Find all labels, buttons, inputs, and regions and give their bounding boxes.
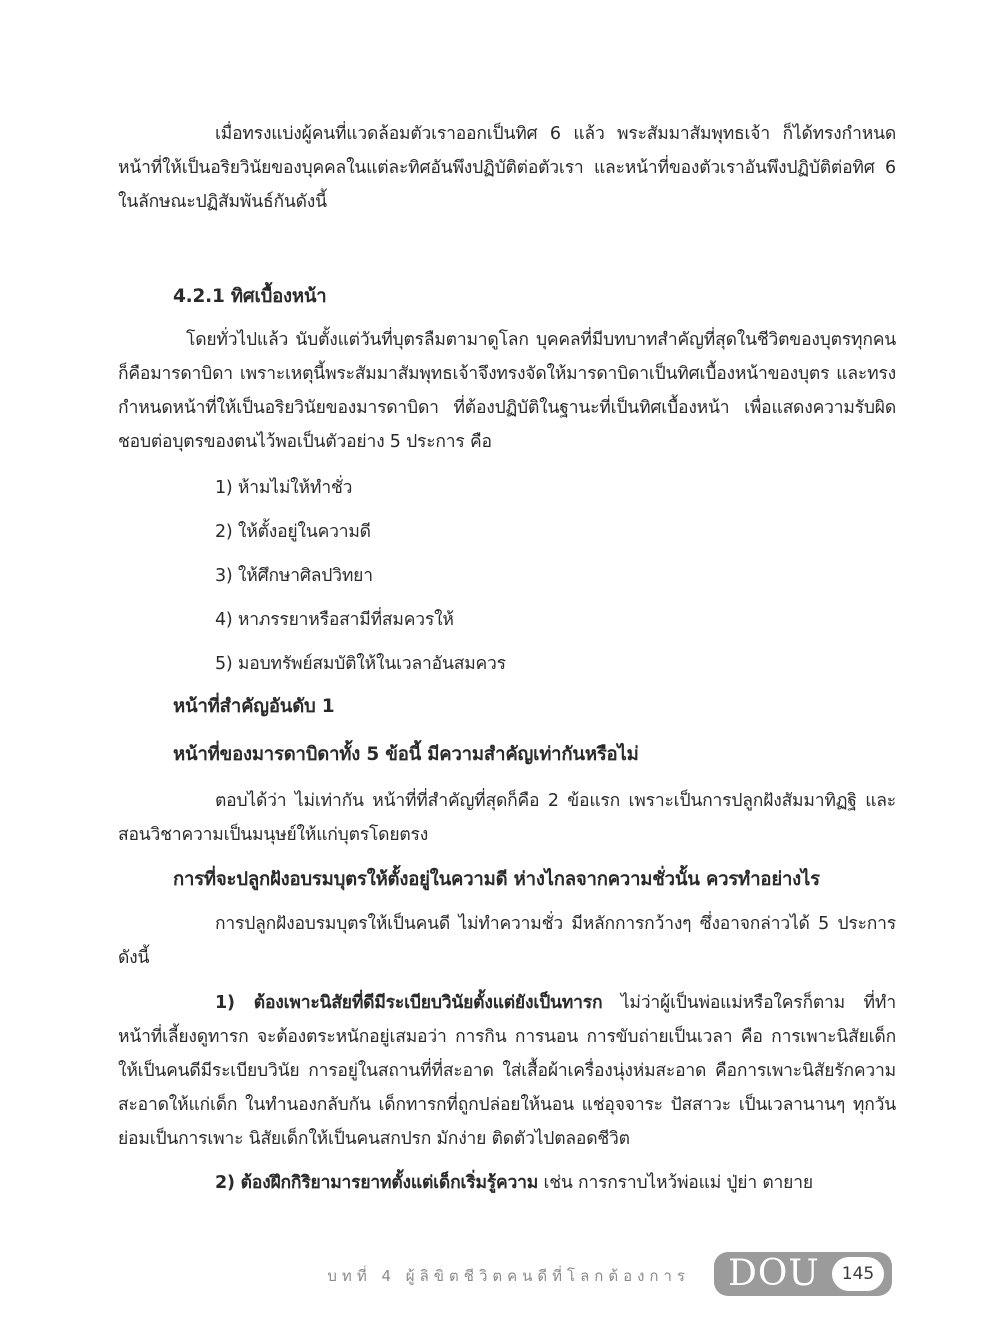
- heading-priority: หน้าที่สำคัญอันดับ 1: [173, 696, 335, 717]
- point-2-title: 2) ต้องฝึกกิริยามารยาทตั้งแต่เด็กเริ่มรู้ความ: [215, 1173, 539, 1193]
- duties-list: [118, 471, 896, 681]
- how-paragraph: การปลูกฝังอบรมบุตรให้เป็นคนดี ไม่ทำความชั่ว มีหลักการกว้างๆ ซึ่งอาจกล่าวได้ 5 ประการดังนี้: [118, 914, 896, 968]
- point-1-title: 1) ต้องเพาะนิสัยที่ดีมีระเบียบวินัยตั้งแต่ยังเป็นทารก: [215, 993, 603, 1013]
- list-item: 2) ให้ตั้งอยู่ในความดี: [215, 522, 371, 542]
- heading-how: การที่จะปลูกฝังอบรมบุตรให้ตั้งอยู่ในความดี ห่างไกลจากความชั่วนั้น ควรทำอย่างไร: [173, 869, 820, 890]
- page-footer: [0, 1250, 1000, 1296]
- list-item: 1) ห้ามไม่ให้ทำชั่ว: [215, 478, 353, 498]
- intro-paragraph: เมื่อทรงแบ่งผู้คนที่แวดล้อมตัวเราออกเป็นทิศ 6 แล้ว พระสัมมาสัมพุทธเจ้า ก็ได้ทรงกำหนดหน้าที่ให้เป็นอริยวินัยของบุคคลในแต่ละทิศอันพึงปฏิบัติต่อตัวเรา และหน้าที่ของตัวเราอันพึงปฏิบัติต่อทิศ 6 ในลักษณะปฏิสัมพันธ์กันดังนี้: [118, 124, 896, 212]
- chapter-title: บทที่ 4 ผู้ลิขิตชีวิตคนดีที่โลกต้องการ: [327, 1267, 690, 1285]
- heading-question: หน้าที่ของมารดาบิดาทั้ง 5 ข้อนี้ มีความสำคัญเท่ากันหรือไม่: [173, 744, 639, 765]
- section-heading: 4.2.1 ทิศเบื้องหน้า: [173, 286, 327, 307]
- point-1-paragraph: [118, 986, 896, 1156]
- page-number: 145: [832, 1257, 884, 1291]
- answer-paragraph: ตอบได้ว่า ไม่เท่ากัน หน้าที่ที่สำคัญที่สุดก็คือ 2 ข้อแรก เพราะเป็นการปลูกฝังสัมมาทิฏฐิ และสอนวิชาความเป็นมนุษย์ให้แก่บุตรโดยตรง: [118, 791, 896, 845]
- point-1-body: ไม่ว่าผู้เป็นพ่อแม่หรือใครก็ตาม ที่ทำหน้าที่เลี้ยงดูทารก จะต้องตระหนักอยู่เสมอว่า การกิน การนอน การขับถ่ายเป็นเวลา คือ การเพาะนิสัยเด็กให้เป็นคนดีมีระเบียบวินัย การอยู่ในสถานที่ที่สะอาด ใส่เสื้อผ้าเครื่องนุ่งห่มสะอาด คือการเพาะนิสัยรักความสะอาดให้แก่เด็ก ในทำนองกลับกัน เด็กทารกที่ถูกปล่อยให้นอน แช่อุจจาระ ปัสสาวะ เป็นเวลานานๆ ทุกวัน ย่อมเป็นการเพาะ นิสัยเด็กให้เป็นคนสกปรก มักง่าย ติดตัวไปตลอดชีวิต: [118, 993, 896, 1149]
- point-2-body: เช่น การกราบไหว้พ่อแม่ ปู่ย่า ตายาย: [538, 1173, 813, 1193]
- section-paragraph: โดยทั่วไปแล้ว นับตั้งแต่วันที่บุตรลืมตามาดูโลก บุคคลที่มีบทบาทสำคัญที่สุดในชีวิตของบุตรทุกคนก็คือมารดาบิดา เพราะเหตุนี้พระสัมมาสัมพุทธเจ้าจึงทรงจัดให้มารดาบิดาเป็นทิศเบื้องหน้าของบุตร และทรงกำหนดหน้าที่ให้เป็นอริยวินัยของมารดาบิดา ที่ต้องปฏิบัติในฐานะที่เป็นทิศเบื้องหน้า เพื่อแสดงความรับผิดชอบต่อบุตรของตนไว้พอเป็นตัวอย่าง 5 ประการ คือ: [118, 330, 896, 452]
- point-2-paragraph: [118, 1166, 896, 1200]
- dou-logo: DOU: [728, 1253, 820, 1294]
- page-badge: [714, 1252, 892, 1296]
- list-item: 4) หาภรรยาหรือสามีที่สมควรให้: [215, 610, 454, 630]
- list-item: 5) มอบทรัพย์สมบัติให้ในเวลาอันสมควร: [215, 654, 506, 674]
- list-item: 3) ให้ศึกษาศิลปวิทยา: [215, 566, 373, 586]
